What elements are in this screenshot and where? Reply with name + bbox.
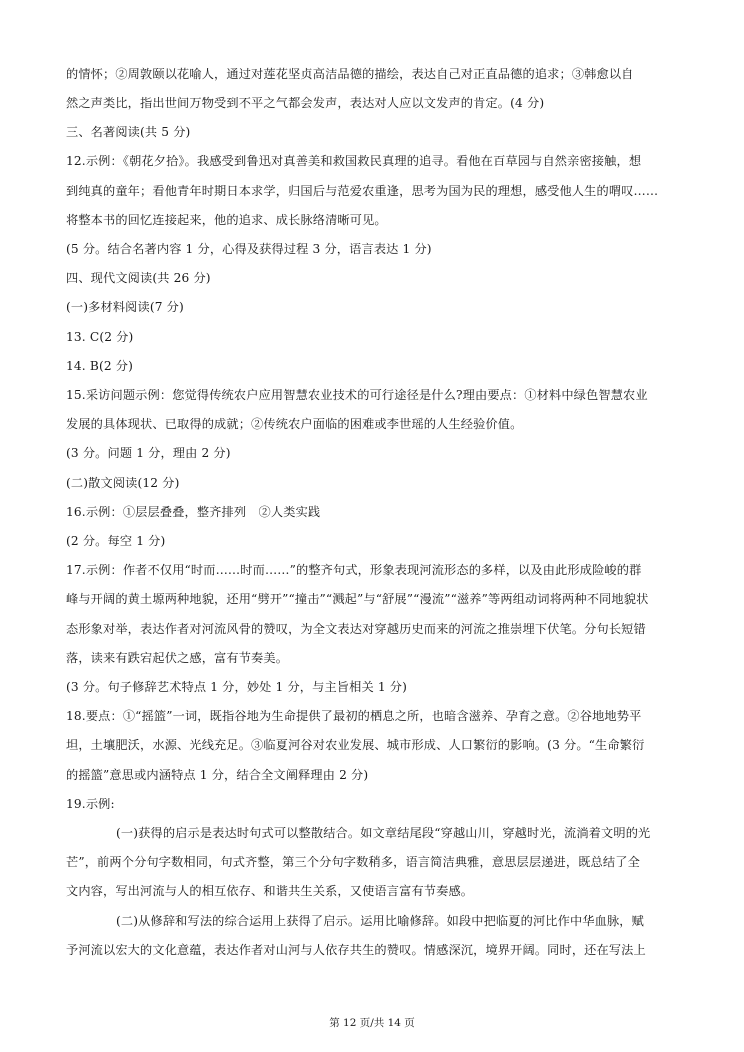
scoring-note: (5 分。结合名著内容 1 分，心得及获得过程 3 分，语言表达 1 分): [66, 242, 432, 256]
answer-line: 19.示例:: [66, 797, 115, 811]
section-heading: 四、现代文阅读(共 26 分): [66, 271, 211, 285]
answer-line: (二)从修辞和写法的综合运用上获得了启示。运用比喻修辞。如段中把临夏的河比作中华血脉，赋: [116, 914, 644, 928]
answer-line: 发展的具体现状、已取得的成就；②传统农户面临的困难或李世瑶的人生经验价值。: [66, 417, 523, 431]
subsection-heading: (二)散文阅读(12 分): [66, 476, 180, 490]
answer-line: 13. C(2 分): [66, 330, 134, 344]
answer-line: 12.示例：《朝花夕拾》。我感受到鲁迅对真善美和救国救民真理的追寻。看他在百草园与自然亲密接触，想: [66, 154, 642, 168]
answer-line: 坦，土壤肥沃，水源、光线充足。③临夏河谷对农业发展、城市形成、人口繁衍的影响。(3 分。“生命繁衍: [66, 738, 645, 752]
answer-line: 17.示例：作者不仅用“时而……时而……”的整齐句式，形象表现河流形态的多样，以及由此形成险峻的群: [66, 563, 642, 577]
answer-line: 的摇篮”意思或内涵特点 1 分，结合全文阐释理由 2 分): [66, 768, 369, 782]
answer-line: (一)获得的启示是表达时句式可以整散结合。如文章结尾段“穿越山川，穿越时光，流淌着文明的光: [116, 826, 651, 840]
answer-line: 文内容，写出河流与人的相互依存、和谐共生关系，又使语言富有节奏感。: [66, 884, 474, 898]
answer-line: 态形象对举，表达作者对河流风骨的赞叹，为全文表达对穿越历史而来的河流之推崇埋下伏笔。分句长短错: [66, 622, 646, 636]
page-number-footer: 第 12 页/共 14 页: [329, 1017, 415, 1029]
scoring-note: (3 分。问题 1 分，理由 2 分): [66, 446, 231, 460]
answer-line: 峰与开阔的黄土塬两种地貌，还用“劈开”“撞击”“溅起”与“舒展”“漫流”“滋养”等两组动词将两种不同地貌状: [66, 592, 649, 606]
answer-line: 16.示例：①层层叠叠，整齐排列 ②人类实践: [66, 505, 321, 519]
answer-line: 15.采访问题示例：您觉得传统农户应用智慧农业技术的可行途径是什么?理由要点：①材料中绿色智慧农业: [66, 388, 648, 402]
answer-line: 18.要点：①“摇篮”一词，既指谷地为生命提供了最初的栖息之所，也暗含滋养、孕育之意。②谷地地势平: [66, 709, 642, 723]
answer-line: 然之声类比，指出世间万物受到不平之气都会发声，表达对人应以文发声的肯定。(4 分): [66, 96, 545, 110]
answer-line: 的情怀；②周敦颐以花喻人，通过对莲花坚贞高洁品德的描绘，表达自己对正直品德的追求；③韩愈以自: [66, 67, 634, 81]
answer-line: 落，读来有跌宕起伏之感，富有节奏美。: [66, 651, 289, 665]
subsection-heading: (一)多材料阅读(7 分): [66, 300, 184, 314]
section-heading: 三、名著阅读(共 5 分): [66, 125, 191, 139]
scoring-note: (3 分。句子修辞艺术特点 1 分，妙处 1 分，与主旨相关 1 分): [66, 680, 408, 694]
scoring-note: (2 分。每空 1 分): [66, 534, 166, 548]
answer-line: 芒”，前两个分句字数相同，句式齐整，第三个分句字数稍多，语言简洁典雅，意思层层递进，既总结了全: [66, 855, 640, 869]
answer-line: 14. B(2 分): [66, 359, 134, 373]
answer-line: 到纯真的童年；看他青年时期日本求学，归国后与范爱农重逢，思考为国为民的理想，感受他人生的喟叹……: [66, 184, 659, 198]
answer-line: 将整本书的回忆连接起来，他的追求、成长脉络清晰可见。: [66, 213, 387, 227]
answer-line: 予河流以宏大的文化意蕴，表达作者对山河与人依存共生的赞叹。情感深沉，境界开阔。同时，还在写法上: [66, 943, 646, 957]
